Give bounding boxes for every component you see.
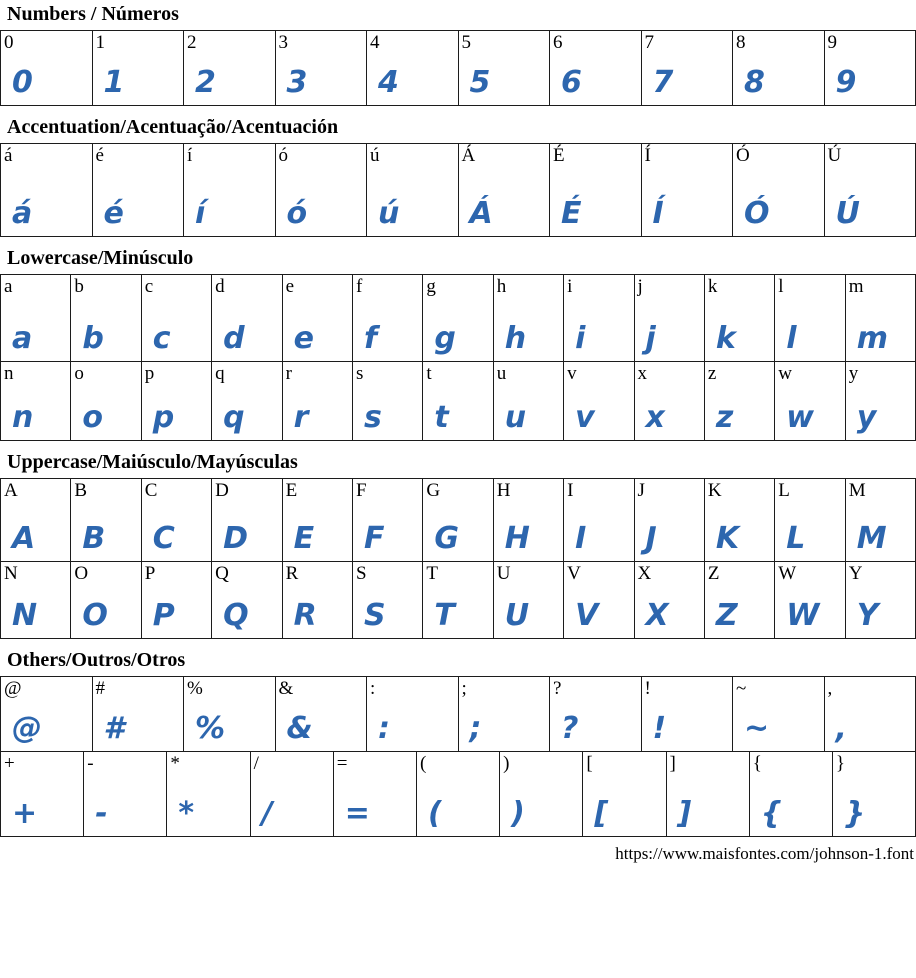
char-cell xyxy=(493,478,564,562)
char-cell xyxy=(211,274,282,362)
char-row xyxy=(0,30,916,106)
char-font-glyph: ? xyxy=(550,714,641,751)
char-font-glyph: / xyxy=(251,799,333,836)
char-reference-label: ~ xyxy=(733,677,824,699)
char-font-glyph: R xyxy=(283,601,352,638)
char-reference-label: 4 xyxy=(367,31,458,53)
char-cell xyxy=(70,274,141,362)
char-reference-label: } xyxy=(833,752,915,774)
char-font-glyph: o xyxy=(71,403,140,440)
char-cell xyxy=(563,561,634,639)
char-font-glyph: é xyxy=(93,199,184,236)
char-cell xyxy=(774,274,845,362)
char-cell xyxy=(352,561,423,639)
char-reference-label: G xyxy=(423,479,492,501)
char-reference-label: z xyxy=(705,362,774,384)
uppercase-section-title: Uppercase/Maiúsculo/Mayúsculas xyxy=(7,451,916,473)
char-font-glyph: c xyxy=(142,324,211,361)
char-font-glyph: [ xyxy=(583,799,665,836)
char-reference-label: p xyxy=(142,362,211,384)
char-font-glyph: x xyxy=(635,403,704,440)
char-font-glyph: + xyxy=(1,799,83,836)
char-reference-label: E xyxy=(283,479,352,501)
char-cell xyxy=(183,676,276,752)
char-font-glyph: U xyxy=(494,601,563,638)
char-reference-label: 3 xyxy=(276,31,367,53)
char-font-glyph: a xyxy=(1,324,70,361)
char-reference-label: 9 xyxy=(825,31,916,53)
char-cell xyxy=(641,143,734,237)
char-cell xyxy=(282,478,353,562)
accentuation-section-title: Accentuation/Acentuação/Acentuación xyxy=(7,116,916,138)
char-cell xyxy=(845,274,916,362)
char-reference-label: 6 xyxy=(550,31,641,53)
char-reference-label: : xyxy=(367,677,458,699)
char-reference-label: I xyxy=(564,479,633,501)
char-reference-label: # xyxy=(93,677,184,699)
char-font-glyph: z xyxy=(705,403,774,440)
char-reference-label: v xyxy=(564,362,633,384)
char-cell xyxy=(549,143,642,237)
char-reference-label: J xyxy=(635,479,704,501)
char-font-glyph: M xyxy=(846,524,915,561)
char-reference-label: 7 xyxy=(642,31,733,53)
char-cell xyxy=(422,561,493,639)
char-reference-label: ; xyxy=(459,677,550,699)
char-cell xyxy=(352,274,423,362)
char-reference-label: j xyxy=(635,275,704,297)
char-cell xyxy=(83,751,167,837)
char-cell xyxy=(141,361,212,441)
char-font-glyph: Z xyxy=(705,601,774,638)
char-font-glyph: E xyxy=(283,524,352,561)
char-reference-label: d xyxy=(212,275,281,297)
char-reference-label: á xyxy=(1,144,92,166)
char-font-glyph: F xyxy=(353,524,422,561)
char-font-glyph: n xyxy=(1,403,70,440)
others-section xyxy=(0,649,916,837)
char-font-glyph: I xyxy=(564,524,633,561)
char-cell xyxy=(422,361,493,441)
char-cell xyxy=(70,478,141,562)
char-reference-label: n xyxy=(1,362,70,384)
char-reference-label: W xyxy=(775,562,844,584)
char-font-glyph: W xyxy=(775,601,844,638)
accentuation-section xyxy=(0,116,916,237)
char-font-glyph: 2 xyxy=(184,68,275,105)
char-row xyxy=(0,478,916,562)
char-cell xyxy=(0,676,93,752)
char-reference-label: [ xyxy=(583,752,665,774)
char-font-glyph: q xyxy=(212,403,281,440)
char-font-glyph: w xyxy=(775,403,844,440)
char-cell xyxy=(493,561,564,639)
char-reference-label: X xyxy=(635,562,704,584)
char-font-glyph: j xyxy=(635,324,704,361)
char-font-glyph: Q xyxy=(212,601,281,638)
char-reference-label: H xyxy=(494,479,563,501)
char-font-glyph: & xyxy=(276,714,367,751)
char-reference-label: 1 xyxy=(93,31,184,53)
char-reference-label: y xyxy=(846,362,915,384)
char-reference-label: t xyxy=(423,362,492,384)
char-reference-label: m xyxy=(846,275,915,297)
char-reference-label: 5 xyxy=(459,31,550,53)
others-section-title: Others/Outros/Otros xyxy=(7,649,916,671)
char-cell xyxy=(634,561,705,639)
char-font-glyph: v xyxy=(564,403,633,440)
char-reference-label: a xyxy=(1,275,70,297)
char-reference-label: L xyxy=(775,479,844,501)
char-cell xyxy=(416,751,500,837)
char-reference-label: A xyxy=(1,479,70,501)
char-font-glyph: K xyxy=(705,524,774,561)
numbers-section xyxy=(0,3,916,106)
char-font-glyph: = xyxy=(334,799,416,836)
char-font-glyph: S xyxy=(353,601,422,638)
char-font-glyph: ; xyxy=(459,714,550,751)
char-cell xyxy=(282,561,353,639)
char-reference-label: - xyxy=(84,752,166,774)
char-cell xyxy=(832,751,916,837)
char-reference-label: V xyxy=(564,562,633,584)
char-cell xyxy=(563,361,634,441)
char-cell xyxy=(422,274,493,362)
char-font-glyph: e xyxy=(283,324,352,361)
char-reference-label: 2 xyxy=(184,31,275,53)
char-cell xyxy=(749,751,833,837)
char-reference-label: ) xyxy=(500,752,582,774)
char-cell xyxy=(282,274,353,362)
char-cell xyxy=(333,751,417,837)
char-cell xyxy=(70,561,141,639)
char-cell xyxy=(563,478,634,562)
char-reference-label: c xyxy=(142,275,211,297)
char-reference-label: u xyxy=(494,362,563,384)
char-font-glyph: Ú xyxy=(825,199,916,236)
char-cell xyxy=(732,143,825,237)
numbers-section-title: Numbers / Números xyxy=(7,3,916,25)
char-row xyxy=(0,274,916,362)
char-reference-label: P xyxy=(142,562,211,584)
char-cell xyxy=(549,30,642,106)
char-reference-label: Á xyxy=(459,144,550,166)
char-font-glyph: G xyxy=(423,524,492,561)
char-font-glyph: O xyxy=(71,601,140,638)
char-font-glyph: ( xyxy=(417,799,499,836)
char-reference-label: ? xyxy=(550,677,641,699)
char-font-glyph: L xyxy=(775,524,844,561)
char-reference-label: T xyxy=(423,562,492,584)
char-font-glyph: y xyxy=(846,403,915,440)
char-cell xyxy=(0,143,93,237)
char-cell xyxy=(352,478,423,562)
char-cell xyxy=(141,478,212,562)
char-reference-label: / xyxy=(251,752,333,774)
char-cell xyxy=(70,361,141,441)
char-cell xyxy=(582,751,666,837)
char-reference-label: O xyxy=(71,562,140,584)
char-reference-label: + xyxy=(1,752,83,774)
char-reference-label: l xyxy=(775,275,844,297)
char-cell xyxy=(275,676,368,752)
char-reference-label: r xyxy=(283,362,352,384)
char-font-glyph: ! xyxy=(642,714,733,751)
char-cell xyxy=(0,30,93,106)
char-font-glyph: Y xyxy=(846,601,915,638)
font-specimen-page xyxy=(0,3,916,864)
char-cell xyxy=(704,361,775,441)
char-cell xyxy=(458,143,551,237)
char-font-glyph: 3 xyxy=(276,68,367,105)
char-font-glyph: 7 xyxy=(642,68,733,105)
char-font-glyph: ó xyxy=(276,199,367,236)
char-font-glyph: @ xyxy=(1,714,92,751)
char-reference-label: { xyxy=(750,752,832,774)
char-cell xyxy=(732,676,825,752)
char-reference-label: ! xyxy=(642,677,733,699)
char-font-glyph: l xyxy=(775,324,844,361)
char-font-glyph: V xyxy=(564,601,633,638)
char-cell xyxy=(458,30,551,106)
char-font-glyph: ~ xyxy=(733,714,824,751)
char-font-glyph: N xyxy=(1,601,70,638)
char-reference-label: % xyxy=(184,677,275,699)
char-reference-label: i xyxy=(564,275,633,297)
char-cell xyxy=(499,751,583,837)
char-row xyxy=(0,676,916,752)
char-cell xyxy=(641,30,734,106)
char-font-glyph: * xyxy=(167,799,249,836)
char-cell xyxy=(0,361,71,441)
char-cell xyxy=(0,274,71,362)
char-cell xyxy=(211,561,282,639)
char-cell xyxy=(183,30,276,106)
char-cell xyxy=(563,274,634,362)
char-reference-label: R xyxy=(283,562,352,584)
char-cell xyxy=(183,143,276,237)
char-reference-label: s xyxy=(353,362,422,384)
lowercase-section xyxy=(0,247,916,441)
uppercase-section xyxy=(0,451,916,639)
char-cell xyxy=(250,751,334,837)
char-font-glyph: # xyxy=(93,714,184,751)
char-row xyxy=(0,561,916,639)
char-font-glyph: 0 xyxy=(1,68,92,105)
char-cell xyxy=(704,561,775,639)
char-cell xyxy=(774,561,845,639)
char-reference-label: b xyxy=(71,275,140,297)
char-reference-label: ú xyxy=(367,144,458,166)
char-font-glyph: ) xyxy=(500,799,582,836)
char-reference-label: ó xyxy=(276,144,367,166)
char-cell xyxy=(275,30,368,106)
char-reference-label: f xyxy=(353,275,422,297)
char-reference-label: g xyxy=(423,275,492,297)
char-cell xyxy=(549,676,642,752)
char-font-glyph: p xyxy=(142,403,211,440)
char-font-glyph: á xyxy=(1,199,92,236)
char-font-glyph: g xyxy=(423,324,492,361)
char-font-glyph: d xyxy=(212,324,281,361)
char-reference-label: w xyxy=(775,362,844,384)
char-cell xyxy=(92,676,185,752)
char-cell xyxy=(493,361,564,441)
char-font-glyph: 1 xyxy=(93,68,184,105)
char-font-glyph: , xyxy=(825,714,916,751)
char-cell xyxy=(732,30,825,106)
char-cell xyxy=(634,478,705,562)
char-row xyxy=(0,143,916,237)
char-reference-label: K xyxy=(705,479,774,501)
char-font-glyph: P xyxy=(142,601,211,638)
char-reference-label: ] xyxy=(667,752,749,774)
char-font-glyph: f xyxy=(353,324,422,361)
char-font-glyph: A xyxy=(1,524,70,561)
char-cell xyxy=(422,478,493,562)
char-cell xyxy=(282,361,353,441)
char-reference-label: 8 xyxy=(733,31,824,53)
char-reference-label: k xyxy=(705,275,774,297)
char-font-glyph: í xyxy=(184,199,275,236)
char-cell xyxy=(634,361,705,441)
char-font-glyph: s xyxy=(353,403,422,440)
char-cell xyxy=(458,676,551,752)
char-reference-label: e xyxy=(283,275,352,297)
char-reference-label: Q xyxy=(212,562,281,584)
char-cell xyxy=(704,478,775,562)
char-reference-label: Ú xyxy=(825,144,916,166)
char-reference-label: & xyxy=(276,677,367,699)
char-font-glyph: 9 xyxy=(825,68,916,105)
char-font-glyph: i xyxy=(564,324,633,361)
char-cell xyxy=(845,561,916,639)
char-cell xyxy=(774,478,845,562)
char-font-glyph: k xyxy=(705,324,774,361)
char-font-glyph: X xyxy=(635,601,704,638)
char-font-glyph: Á xyxy=(459,199,550,236)
char-cell xyxy=(366,676,459,752)
char-font-glyph: b xyxy=(71,324,140,361)
char-cell xyxy=(824,676,916,752)
char-font-glyph: 8 xyxy=(733,68,824,105)
char-cell xyxy=(845,361,916,441)
char-reference-label: , xyxy=(825,677,916,699)
char-cell xyxy=(704,274,775,362)
char-font-glyph: } xyxy=(833,799,915,836)
font-source-url: https://www.maisfontes.com/johnson-1.font xyxy=(0,844,914,864)
char-reference-label: É xyxy=(550,144,641,166)
char-cell xyxy=(141,561,212,639)
char-font-glyph: B xyxy=(71,524,140,561)
char-font-glyph: % xyxy=(184,714,275,751)
char-reference-label: N xyxy=(1,562,70,584)
char-font-glyph: { xyxy=(750,799,832,836)
char-reference-label: * xyxy=(167,752,249,774)
char-font-glyph: J xyxy=(635,524,704,561)
char-row xyxy=(0,361,916,441)
char-cell xyxy=(275,143,368,237)
char-cell xyxy=(634,274,705,362)
char-reference-label: U xyxy=(494,562,563,584)
char-reference-label: Y xyxy=(846,562,915,584)
char-reference-label: Ó xyxy=(733,144,824,166)
char-reference-label: M xyxy=(846,479,915,501)
char-cell xyxy=(366,30,459,106)
char-font-glyph: u xyxy=(494,403,563,440)
char-cell xyxy=(92,30,185,106)
lowercase-section-title: Lowercase/Minúsculo xyxy=(7,247,916,269)
char-font-glyph: t xyxy=(423,403,492,440)
char-cell xyxy=(141,274,212,362)
char-font-glyph: C xyxy=(142,524,211,561)
char-reference-label: é xyxy=(93,144,184,166)
char-cell xyxy=(824,30,916,106)
char-reference-label: Z xyxy=(705,562,774,584)
char-cell xyxy=(824,143,916,237)
char-font-glyph: Í xyxy=(642,199,733,236)
char-reference-label: @ xyxy=(1,677,92,699)
char-font-glyph: h xyxy=(494,324,563,361)
char-font-glyph: H xyxy=(494,524,563,561)
char-cell xyxy=(0,561,71,639)
char-font-glyph: ] xyxy=(667,799,749,836)
char-font-glyph: - xyxy=(84,799,166,836)
char-cell xyxy=(774,361,845,441)
char-cell xyxy=(666,751,750,837)
char-cell xyxy=(352,361,423,441)
char-reference-label: F xyxy=(353,479,422,501)
char-cell xyxy=(166,751,250,837)
char-font-glyph: ú xyxy=(367,199,458,236)
char-font-glyph: T xyxy=(423,601,492,638)
char-cell xyxy=(366,143,459,237)
char-font-glyph: D xyxy=(212,524,281,561)
char-reference-label: C xyxy=(142,479,211,501)
char-cell xyxy=(0,478,71,562)
char-font-glyph: 6 xyxy=(550,68,641,105)
char-font-glyph: r xyxy=(283,403,352,440)
char-reference-label: h xyxy=(494,275,563,297)
char-reference-label: D xyxy=(212,479,281,501)
char-font-glyph: 4 xyxy=(367,68,458,105)
char-reference-label: = xyxy=(334,752,416,774)
char-reference-label: q xyxy=(212,362,281,384)
char-reference-label: x xyxy=(635,362,704,384)
char-font-glyph: m xyxy=(846,324,915,361)
char-cell xyxy=(211,478,282,562)
char-font-glyph: É xyxy=(550,199,641,236)
char-font-glyph: : xyxy=(367,714,458,751)
char-reference-label: Í xyxy=(642,144,733,166)
char-reference-label: S xyxy=(353,562,422,584)
char-cell xyxy=(92,143,185,237)
char-cell xyxy=(845,478,916,562)
char-cell xyxy=(0,751,84,837)
char-row xyxy=(0,751,916,837)
char-reference-label: í xyxy=(184,144,275,166)
char-font-glyph: 5 xyxy=(459,68,550,105)
char-reference-label: o xyxy=(71,362,140,384)
char-cell xyxy=(493,274,564,362)
char-cell xyxy=(641,676,734,752)
char-reference-label: 0 xyxy=(1,31,92,53)
char-reference-label: B xyxy=(71,479,140,501)
char-reference-label: ( xyxy=(417,752,499,774)
char-font-glyph: Ó xyxy=(733,199,824,236)
char-cell xyxy=(211,361,282,441)
